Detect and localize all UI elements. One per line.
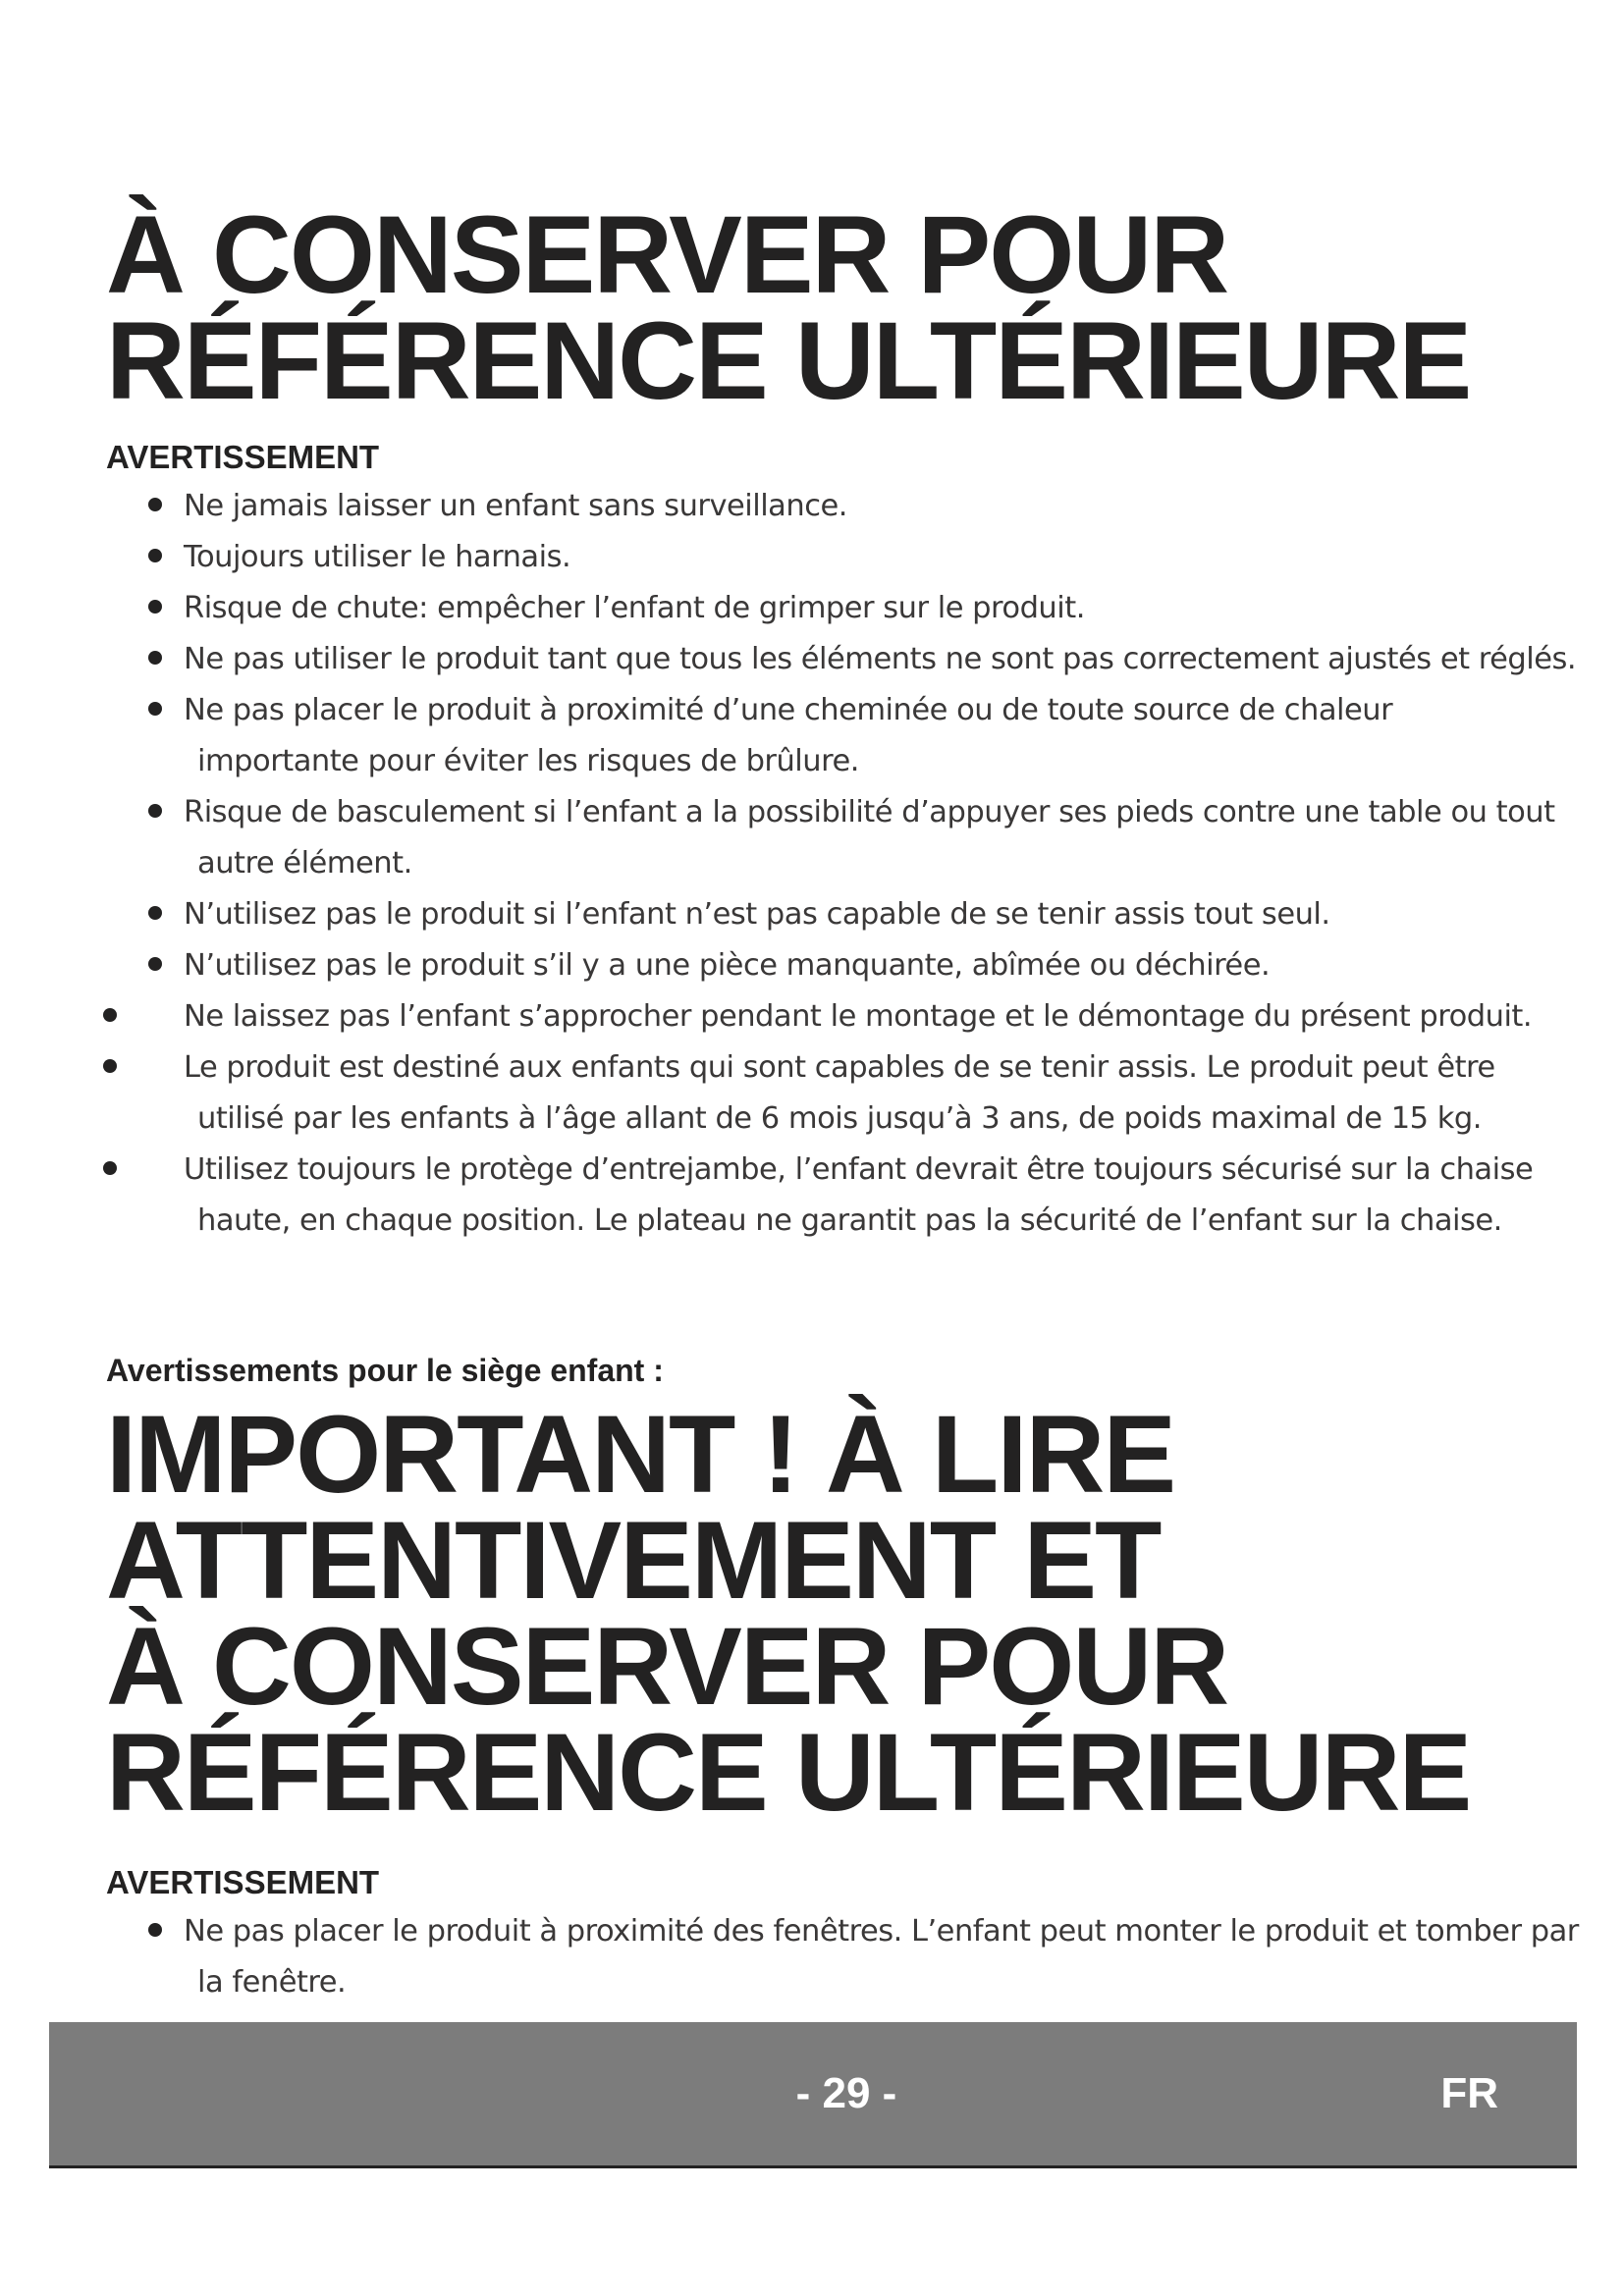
- list-item: Toujours utiliser le harnais.: [103, 532, 1556, 583]
- section1-heading: [106, 193, 1471, 422]
- bullet-icon: [148, 600, 162, 614]
- section2-heading: [106, 1393, 1471, 1834]
- list-item: N’utilisez pas le produit s’il y a une pièce manquante, abîmée ou déchirée.: [103, 940, 1556, 991]
- section2-warning-list: [103, 1906, 1579, 2008]
- section2-heading-line3: À CONSERVER POUR: [106, 1605, 1228, 1728]
- section1-warning-list: [103, 481, 1577, 1247]
- page-footer: [49, 2022, 1577, 2168]
- section2-heading-line1: IMPORTANT ! À LIRE: [106, 1393, 1175, 1516]
- bullet-icon: [148, 651, 162, 665]
- section1-warning-title: AVERTISSEMENT: [106, 439, 380, 475]
- bullet-icon: [148, 549, 162, 562]
- bullet-icon: [103, 1059, 117, 1073]
- bullet-icon: [148, 804, 162, 818]
- bullet-icon: [148, 702, 162, 716]
- page-number: - 29 -: [795, 2069, 897, 2117]
- bullet-icon: [148, 906, 162, 920]
- list-item: Risque de basculement si l’enfant a la possibilité d’appuyer ses pieds contre une table ou tout autre élément.: [103, 787, 1601, 889]
- section2-heading-line4: RÉFÉRENCE ULTÉRIEURE: [106, 1711, 1471, 1834]
- list-item: N’utilisez pas le produit si l’enfant n’est pas capable de se tenir assis tout seul.: [103, 889, 1556, 940]
- list-item: Ne pas placer le produit à proximité des fenêtres. L’enfant peut monter le produit et tomber par la fenêtre.: [103, 1906, 1592, 2008]
- list-item: Ne laissez pas l’enfant s’approcher pendant le montage et le démontage du présent produit.: [103, 991, 1556, 1042]
- list-item: Ne pas utiliser le produit tant que tous les éléments ne sont pas correctement ajustés et réglés.: [103, 634, 1601, 685]
- bullet-icon: [148, 1923, 162, 1937]
- bullet-icon: [148, 498, 162, 511]
- section2-heading-line2: ATTENTIVEMENT ET: [106, 1499, 1161, 1622]
- list-item: Utilisez toujours le protège d’entrejambe, l’enfant devrait être toujours sécurisé sur la chaise haute, en chaque position. Le plateau ne garantit pas la sécurité de l’enfant sur la chaise.: [103, 1145, 1556, 1247]
- bullet-icon: [148, 957, 162, 971]
- bullet-icon: [103, 1161, 117, 1175]
- child-seat-warnings-subheading: Avertissements pour le siège enfant :: [106, 1353, 664, 1388]
- list-item: Ne pas placer le produit à proximité d’une cheminée ou de toute source de chaleur importante pour éviter les risques de brûlure.: [103, 685, 1562, 787]
- bullet-icon: [103, 1008, 117, 1022]
- list-item: Ne jamais laisser un enfant sans surveillance.: [103, 481, 1556, 532]
- list-item: Le produit est destiné aux enfants qui sont capables de se tenir assis. Le produit peut être utilisé par les enfants à l’âge allant de 6 mois jusqu’à 3 ans, de poids maximal de 15 kg.: [103, 1042, 1556, 1145]
- list-item: Risque de chute: empêcher l’enfant de grimper sur le produit.: [103, 583, 1556, 634]
- section2-warning-title: AVERTISSEMENT: [106, 1864, 380, 1900]
- section1-heading-line1: À CONSERVER POUR: [106, 193, 1228, 316]
- section1-heading-line2: RÉFÉRENCE ULTÉRIEURE: [106, 299, 1471, 422]
- language-label: FR: [1440, 2069, 1498, 2117]
